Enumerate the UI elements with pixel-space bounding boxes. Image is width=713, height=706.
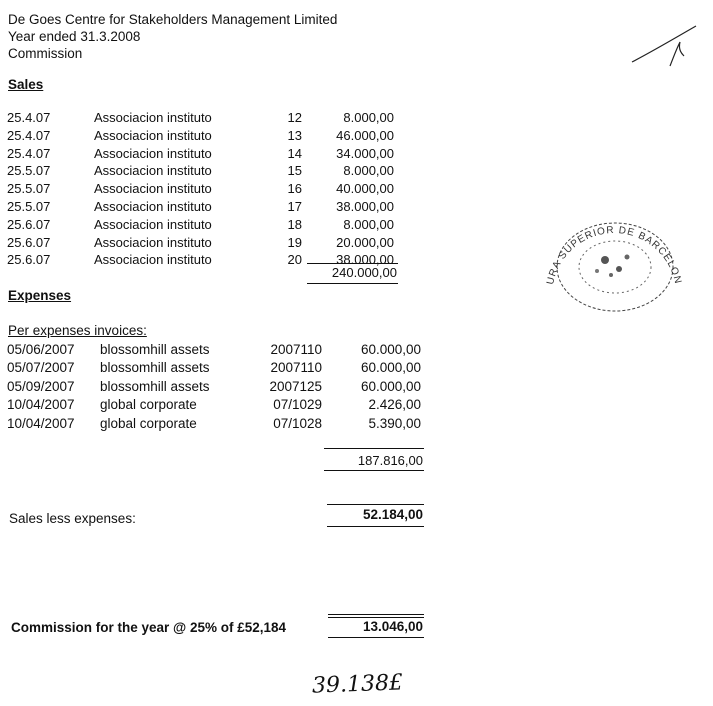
sales-date: 25.5.07	[7, 199, 51, 214]
sales-date: 25.5.07	[7, 181, 51, 197]
sales-row	[0, 110, 713, 128]
net-rule-bottom	[327, 526, 424, 527]
sales-name: Associacion instituto	[94, 216, 212, 232]
sales-date: 25.4.07	[7, 110, 51, 125]
sales-name: Associacion instituto	[94, 234, 212, 250]
sales-total-rule-top	[307, 263, 398, 264]
expense-amount: 2.426,00	[368, 397, 421, 413]
sales-amount: 8.000,00	[343, 110, 394, 125]
expenses-total-rule-top	[324, 448, 424, 449]
expense-date: 10/04/2007	[7, 415, 75, 431]
net-amount: 52.184,00	[362, 507, 423, 522]
sales-number: 17	[287, 199, 302, 214]
expense-row	[0, 416, 713, 434]
net-label: Sales less expenses:	[9, 511, 136, 526]
sales-amount: 8.000,00	[343, 163, 394, 179]
sales-name: Associacion instituto	[94, 145, 212, 161]
expense-name: blossomhill assets	[100, 360, 210, 376]
period: Year ended 31.3.2008	[8, 29, 141, 44]
sales-number: 14	[287, 145, 302, 161]
sales-name: Associacion instituto	[94, 199, 212, 214]
sales-number: 18	[287, 216, 302, 232]
sales-amount: 38.000,00	[336, 199, 394, 214]
sales-name: Associacion instituto	[94, 181, 212, 197]
expense-row	[0, 360, 713, 378]
sales-date: 25.6.07	[7, 216, 51, 232]
expense-row	[0, 342, 713, 360]
subject: Commission	[8, 46, 83, 61]
sales-amount: 40.000,00	[336, 181, 394, 197]
expense-date: 05/07/2007	[7, 360, 75, 376]
sales-amount: 34.000,00	[336, 145, 394, 161]
sales-amount: 8.000,00	[343, 216, 394, 232]
expense-date: 10/04/2007	[7, 397, 75, 413]
svg-text:URA SUPERIOR DE BARCELONA	[531, 197, 683, 286]
expenses-total: 187.816,00	[357, 453, 423, 468]
signature-mark	[630, 20, 700, 70]
sales-number: 16	[287, 181, 302, 197]
sales-number: 20	[287, 252, 302, 268]
sales-total: 240.000,00	[331, 265, 397, 280]
sales-number: 19	[287, 234, 302, 250]
official-stamp	[531, 197, 695, 305]
stamp-text: URA SUPERIOR DE BARCELONA	[531, 197, 684, 286]
sales-total-rule-bottom	[307, 283, 398, 284]
sales-row	[0, 146, 713, 164]
expense-date: 05/09/2007	[7, 378, 75, 394]
commission-rule-bottom	[328, 637, 424, 638]
sales-amount: 38.000,00	[336, 252, 394, 268]
sales-date: 25.6.07	[7, 234, 51, 250]
expense-date: 05/06/2007	[7, 342, 75, 357]
expense-name: global corporate	[100, 415, 197, 431]
expense-reference: 07/1029	[273, 397, 322, 413]
expense-amount: 5.390,00	[368, 415, 421, 431]
sales-date: 25.6.07	[7, 252, 51, 268]
company-name: De Goes Centre for Stakeholders Management Limited	[8, 12, 338, 27]
sales-row	[0, 128, 713, 146]
sales-row	[0, 163, 713, 181]
expense-amount: 60.000,00	[360, 378, 421, 394]
expense-reference: 07/1028	[273, 415, 322, 431]
net-rule-top	[327, 504, 424, 505]
expense-row	[0, 379, 713, 397]
sales-name: Associacion instituto	[94, 127, 212, 143]
sales-number: 15	[287, 163, 302, 179]
expense-name: blossomhill assets	[100, 378, 210, 394]
sales-name: Associacion instituto	[94, 252, 212, 268]
sales-name: Associacion instituto	[94, 163, 212, 179]
expense-reference: 2007110	[270, 360, 322, 376]
sales-number: 12	[287, 110, 302, 125]
expense-reference: 2007110	[270, 342, 322, 357]
expenses-subheading: Per expenses invoices:	[8, 323, 147, 338]
expenses-heading: Expenses	[8, 288, 72, 303]
sales-row	[0, 181, 713, 199]
sales-name: Associacion instituto	[94, 110, 212, 125]
expense-name: blossomhill assets	[100, 342, 210, 357]
expenses-total-rule-bottom	[324, 470, 424, 471]
commission-rule-top-2	[328, 617, 424, 618]
commission-amount: 13.046,00	[362, 619, 423, 634]
expense-row	[0, 397, 713, 415]
sales-date: 25.4.07	[7, 145, 51, 161]
expense-amount: 60.000,00	[360, 360, 421, 376]
sales-amount: 46.000,00	[336, 127, 394, 143]
sales-date: 25.4.07	[7, 127, 51, 143]
sales-heading: Sales	[8, 77, 44, 92]
expense-amount: 60.000,00	[360, 342, 421, 357]
commission-rule-top	[328, 614, 424, 615]
sales-date: 25.5.07	[7, 163, 51, 179]
commission-label: Commission for the year @ 25% of £52,184	[11, 620, 287, 635]
sales-number: 13	[287, 127, 302, 143]
expense-reference: 2007125	[269, 378, 322, 394]
handwritten-note: 39.138£	[311, 670, 404, 699]
expense-name: global corporate	[100, 397, 197, 413]
sales-amount: 20.000,00	[336, 234, 394, 250]
